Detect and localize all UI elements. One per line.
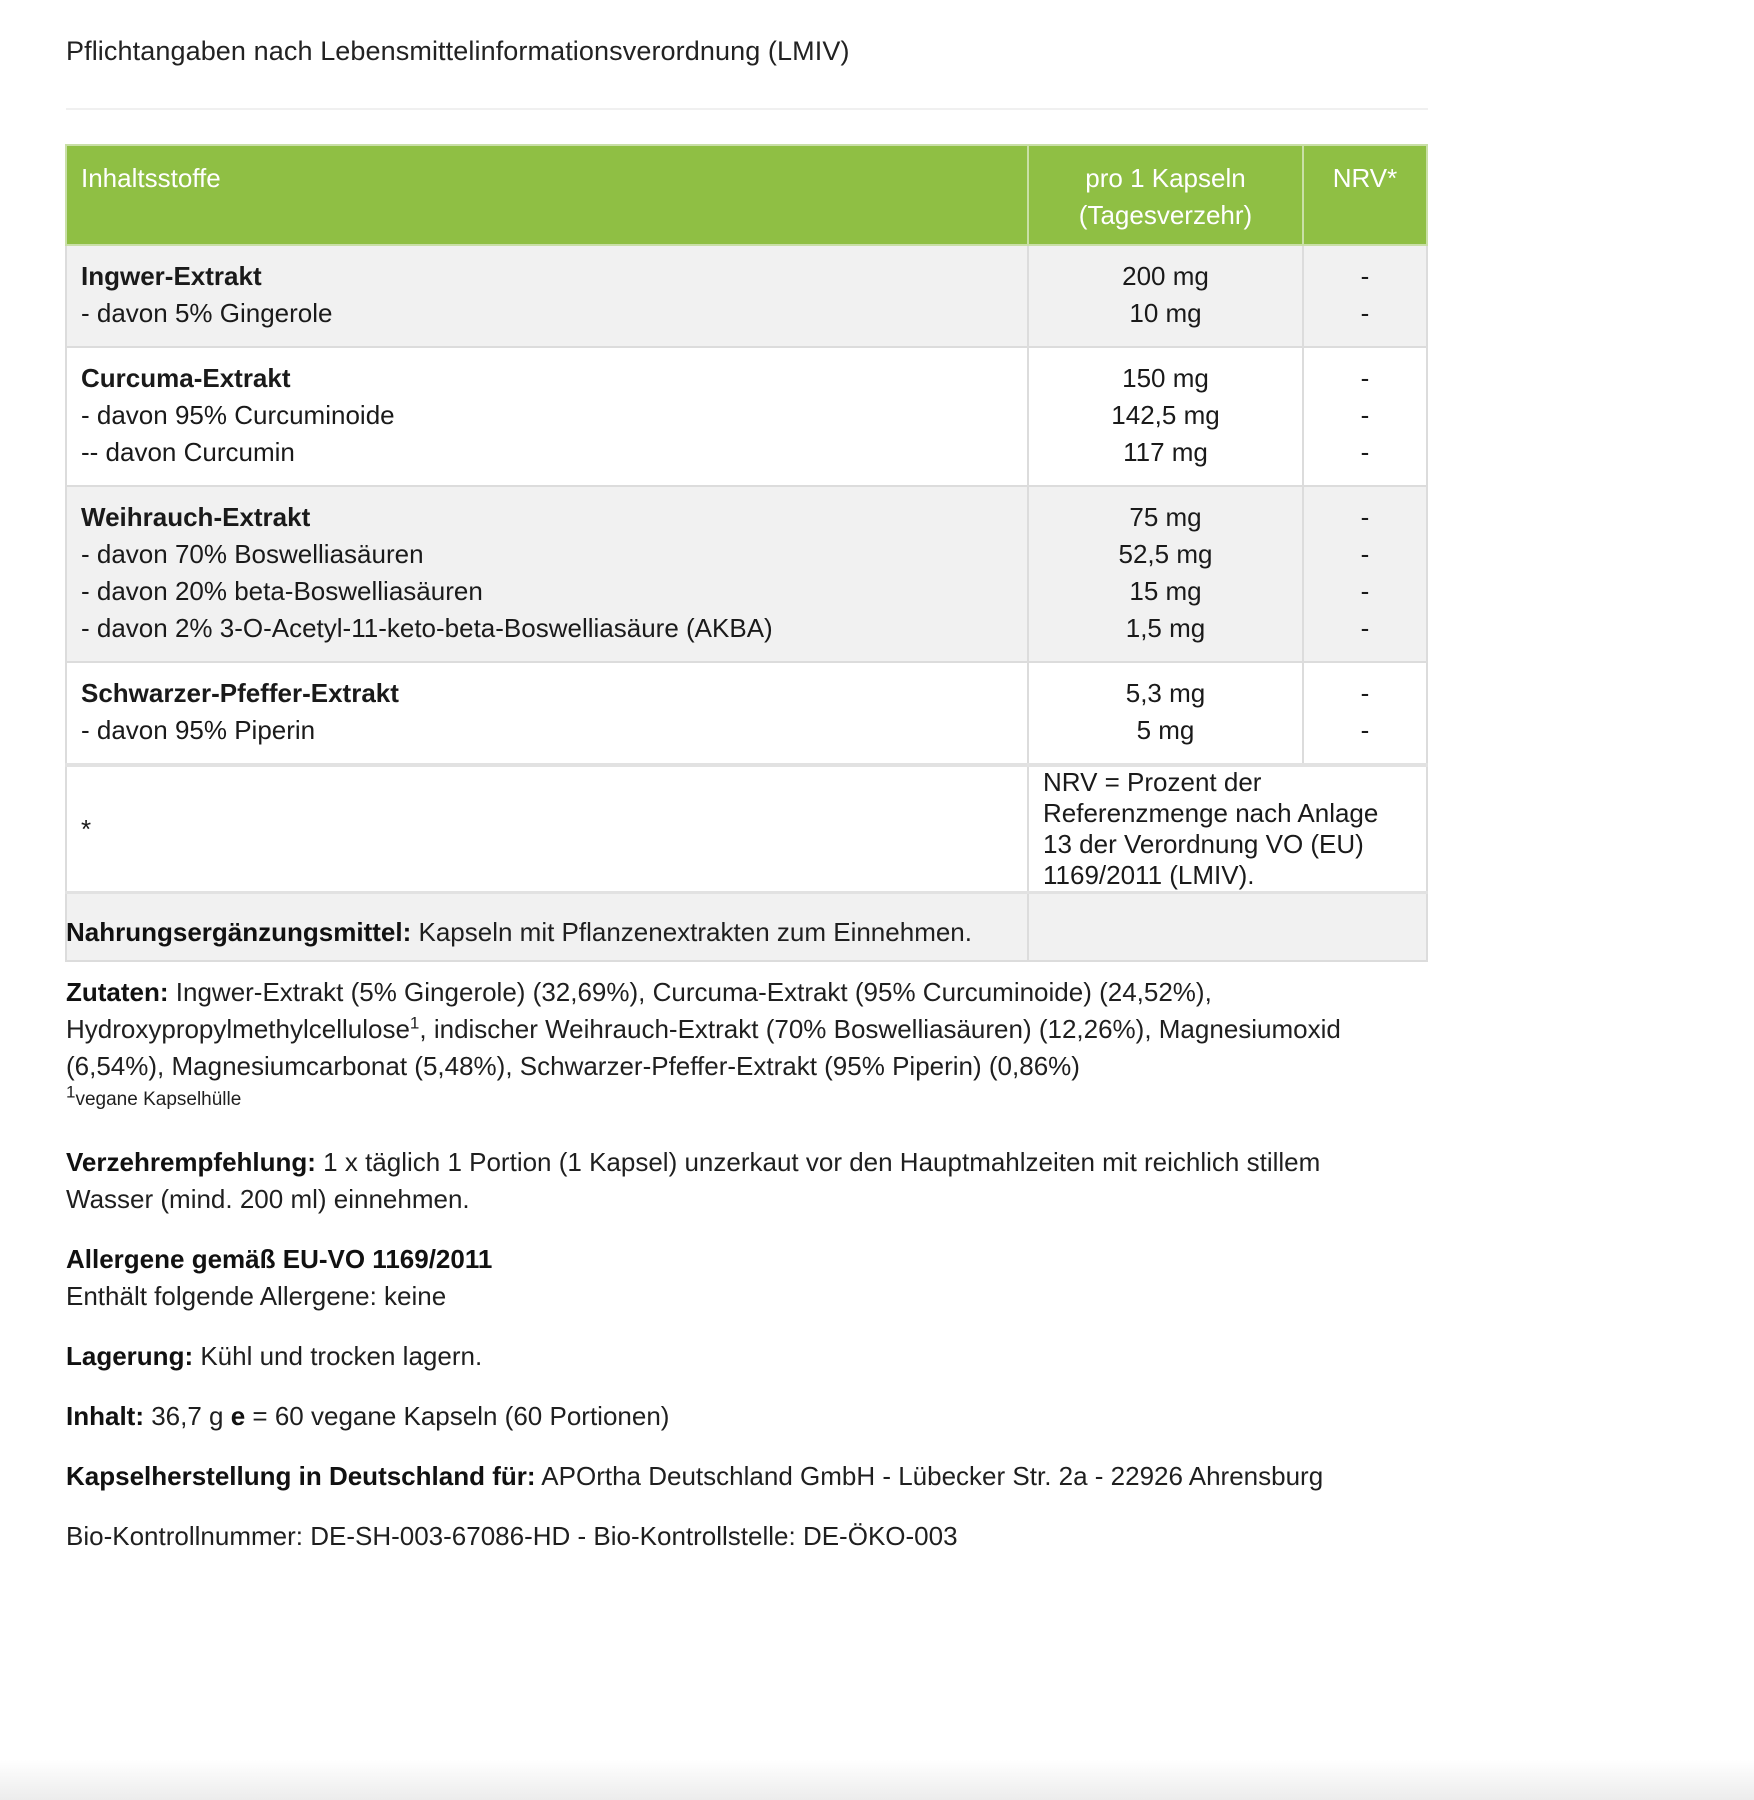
supplement-text: Kapseln mit Pflanzenextrakten zum Einnehmen. — [411, 917, 972, 947]
info-contents — [66, 1398, 1406, 1435]
dosage-label: Verzehrempfehlung: — [66, 1147, 316, 1177]
ingredient-nrv: - — [1360, 715, 1370, 745]
ingredient-name: -- davon Curcumin — [81, 437, 295, 467]
footnote-text: NRV = Prozent der Referenzmenge nach Anlage 13 der Verordnung VO (EU) 1169/2011 (LMIV). — [1028, 765, 1427, 893]
bottom-fade — [0, 1760, 1754, 1800]
ingredient-name-cell — [66, 245, 1028, 347]
ingredient-nrv: - — [1360, 613, 1370, 643]
ingredient-name: Schwarzer-Pfeffer-Extrakt — [81, 678, 399, 708]
info-storage — [66, 1338, 1406, 1375]
header-ingredients: Inhaltsstoffe — [66, 145, 1028, 245]
nrv-cell — [1303, 486, 1427, 662]
ingredient-nrv: - — [1360, 261, 1370, 291]
ingredient-amount: 5 mg — [1136, 715, 1195, 745]
capsule-footnote — [66, 1082, 1406, 1113]
ingredient-name: Weihrauch-Extrakt — [81, 502, 311, 532]
amount-cell — [1028, 486, 1303, 662]
ingredient-group-row — [66, 347, 1427, 486]
manufacturer-text: APOrtha Deutschland GmbH - Lübecker Str. 2a - 22926 Ahrensburg — [535, 1461, 1324, 1491]
contents-label: Inhalt: — [66, 1401, 144, 1431]
info-ingredients — [66, 974, 1406, 1113]
ingredient-name: - davon 70% Boswelliasäuren — [81, 539, 424, 569]
header-amount-line2: (Tagesverzehr) — [1078, 200, 1253, 230]
ingredient-nrv: - — [1360, 539, 1370, 569]
ingredient-name: Curcuma-Extrakt — [81, 363, 291, 393]
header-amount-line1: pro 1 Kapseln — [1085, 163, 1246, 193]
ingredient-amount: 10 mg — [1129, 298, 1202, 328]
ingredient-group-row — [66, 662, 1427, 765]
ingredients-superscript: 1 — [409, 1013, 420, 1033]
amount-cell — [1028, 662, 1303, 765]
ingredient-amount: 52,5 mg — [1118, 539, 1213, 569]
ingredient-name: - davon 5% Gingerole — [81, 298, 333, 328]
estimated-sign: e — [230, 1401, 246, 1431]
storage-label: Lagerung: — [66, 1341, 194, 1371]
capsule-footnote-mark: 1 — [66, 1082, 76, 1102]
nrv-cell — [1303, 245, 1427, 347]
info-bio-control: Bio-Kontrollnummer: DE-SH-003-67086-HD - Bio-Kontrollstelle: DE-ÖKO-003 — [66, 1521, 958, 1551]
ingredient-amount: 142,5 mg — [1111, 400, 1220, 430]
storage-text: Kühl und trocken lagern. — [193, 1341, 483, 1371]
allergens-text: Enthält folgende Allergene: keine — [66, 1281, 447, 1311]
nrv-cell — [1303, 347, 1427, 486]
info-dosage — [66, 1144, 1406, 1218]
ingredient-nrv: - — [1360, 400, 1370, 430]
ingredient-name-cell — [66, 486, 1028, 662]
table-header-row — [66, 145, 1427, 245]
ingredients-text-2: , indischer Weihrauch-Extrakt (70% Boswelliasäuren) (12,26%), Magnesiumoxid (6,54%), Magnesiumcarbonat (5,48%), Schwarzer-Pfeffer-Extrakt (95% Piperin) (0,86%) — [66, 1014, 1341, 1081]
table-body — [66, 245, 1427, 961]
ingredient-amount: 5,3 mg — [1125, 678, 1206, 708]
ingredient-name: - davon 95% Piperin — [81, 715, 316, 745]
header-amount — [1028, 145, 1303, 245]
ingredient-amount: 15 mg — [1129, 576, 1202, 606]
ingredient-name-cell — [66, 662, 1028, 765]
ingredient-name: - davon 95% Curcuminoide — [81, 400, 395, 430]
ingredient-amount: 200 mg — [1122, 261, 1209, 291]
page-title: Pflichtangaben nach Lebensmittelinformationsverordnung (LMIV) — [66, 36, 850, 66]
ingredient-group-row — [66, 486, 1427, 662]
ingredients-text-1: Ingwer-Extrakt (5% Gingerole) (32,69%), Curcuma-Extrakt (95% Curcuminoide) (24,52%), Hydroxypropylmethylcellulose — [66, 977, 1212, 1044]
ingredient-nrv: - — [1360, 678, 1370, 708]
amount-cell — [1028, 245, 1303, 347]
table-footnote-row — [66, 765, 1427, 893]
capsule-footnote-text: vegane Kapselhülle — [75, 1089, 242, 1110]
header-nrv: NRV* — [1303, 145, 1427, 245]
manufacturer-label: Kapselherstellung in Deutschland für: — [66, 1461, 536, 1491]
ingredient-nrv: - — [1360, 363, 1370, 393]
ingredient-name: - davon 2% 3-O-Acetyl-11-keto-beta-Boswelliasäure (AKBA) — [81, 613, 773, 643]
allergens-label: Allergene gemäß EU-VO 1169/2011 — [66, 1244, 493, 1274]
ingredient-nrv: - — [1360, 437, 1370, 467]
ingredient-amount: 117 mg — [1123, 437, 1208, 467]
footnote-mark: * — [66, 765, 1028, 893]
contents-text-2: = 60 vegane Kapseln (60 Portionen) — [245, 1401, 670, 1431]
ingredient-name: Ingwer-Extrakt — [81, 261, 262, 291]
nutrition-table — [65, 144, 1428, 962]
contents-text-1: 36,7 g — [144, 1401, 231, 1431]
dosage-text: 1 x täglich 1 Portion (1 Kapsel) unzerkaut vor den Hauptmahlzeiten mit reichlich stillem Wasser (mind. 200 ml) einnehmen. — [66, 1147, 1321, 1214]
ingredient-name: - davon 20% beta-Boswelliasäuren — [81, 576, 483, 606]
ingredient-amount: 150 mg — [1122, 363, 1209, 393]
amount-cell — [1028, 347, 1303, 486]
ingredient-nrv: - — [1360, 576, 1370, 606]
ingredient-nrv: - — [1360, 298, 1370, 328]
ingredient-name-cell — [66, 347, 1028, 486]
ingredient-group-row — [66, 245, 1427, 347]
nrv-cell — [1303, 662, 1427, 765]
ingredient-amount: 1,5 mg — [1125, 613, 1206, 643]
ingredient-amount: 75 mg — [1129, 502, 1202, 532]
info-allergens — [66, 1241, 1406, 1315]
info-manufacturer — [66, 1458, 1406, 1495]
info-supplement — [66, 914, 1406, 951]
ingredient-nrv: - — [1360, 502, 1370, 532]
ingredients-label: Zutaten: — [66, 977, 169, 1007]
title-divider — [66, 108, 1428, 110]
supplement-label: Nahrungsergänzungsmittel: — [66, 917, 412, 947]
